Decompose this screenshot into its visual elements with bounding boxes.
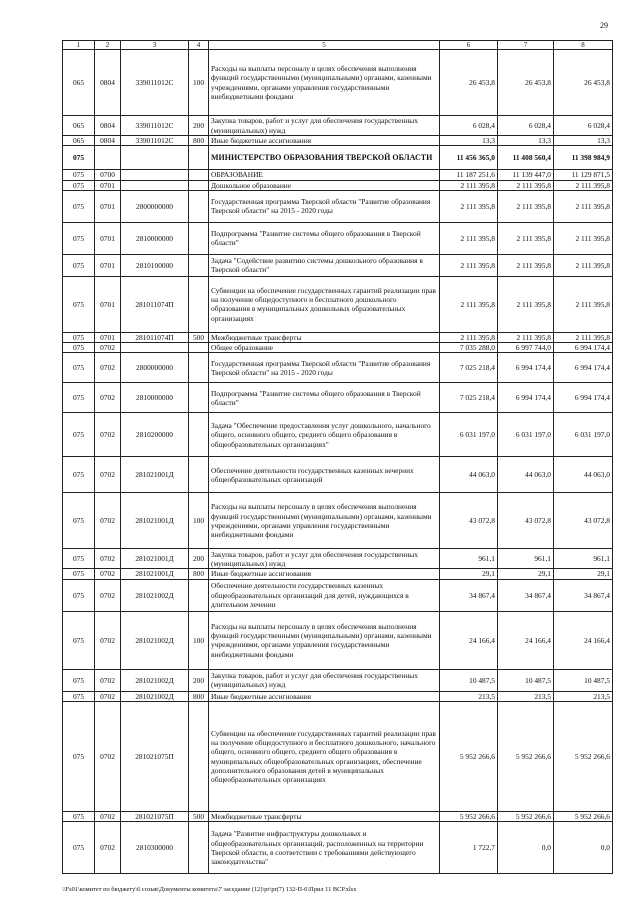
section-code: 0702 (95, 611, 121, 669)
amount-col7: 961,1 (498, 549, 554, 569)
ministry-code: 075 (63, 702, 95, 812)
expense-type-code: 800 (189, 569, 209, 579)
item-name: Обеспечение деятельности государственных казенных вечерних общеобразовательных организаций (209, 457, 440, 493)
amount-col6: 2 111 395,8 (440, 276, 498, 332)
amount-col7: 10 487,5 (498, 669, 554, 691)
target-article-code: 2810000000 (121, 222, 189, 254)
amount-col8: 11 129 871,5 (554, 170, 613, 180)
expense-type-code: 500 (189, 812, 209, 822)
section-code: 0701 (95, 276, 121, 332)
budget-table-body (63, 41, 613, 874)
amount-col6: 213,5 (440, 691, 498, 701)
section-code: 0702 (95, 812, 121, 822)
amount-col6: 7 025 218,4 (440, 353, 498, 383)
ministry-code: 075 (63, 222, 95, 254)
file-path-footer: \\Fs01\комитет по бюджету\6 созыв\Документы комитета\7 заседание (12)\pr\pr(7) 132-П-6\Прил 11 ВСР.xlsx (62, 886, 357, 893)
amount-col8: 26 453,8 (554, 50, 613, 116)
amount-col6: 34 867,4 (440, 579, 498, 611)
amount-col8: 44 063,0 (554, 457, 613, 493)
table-row (63, 254, 613, 276)
amount-col8: 2 111 395,8 (554, 332, 613, 342)
amount-col7: 6 031 197,0 (498, 413, 554, 457)
item-name: МИНИСТЕРСТВО ОБРАЗОВАНИЯ ТВЕРСКОЙ ОБЛАСТИ (209, 146, 440, 170)
amount-col6: 5 952 266,6 (440, 702, 498, 812)
amount-col7: 5 952 266,6 (498, 702, 554, 812)
amount-col8: 11 398 984,9 (554, 146, 613, 170)
expense-type-code (189, 413, 209, 457)
target-article-code: 2810000000 (121, 383, 189, 413)
ministry-code: 065 (63, 50, 95, 116)
amount-col7: 2 111 395,8 (498, 190, 554, 222)
ministry-code: 075 (63, 190, 95, 222)
target-article-code (121, 146, 189, 170)
section-code: 0701 (95, 254, 121, 276)
expense-type-code: 800 (189, 136, 209, 146)
target-article-code: 281021075П (121, 702, 189, 812)
amount-col8: 6 994 174,4 (554, 353, 613, 383)
expense-type-code: 800 (189, 691, 209, 701)
header-cell: 7 (498, 41, 554, 50)
ministry-code: 065 (63, 136, 95, 146)
target-article-code: 339011012С (121, 116, 189, 136)
target-article-code: 2810200000 (121, 413, 189, 457)
section-code: 0702 (95, 413, 121, 457)
ministry-code: 075 (63, 180, 95, 190)
ministry-code: 075 (63, 611, 95, 669)
amount-col6: 7 025 218,4 (440, 383, 498, 413)
item-name: Иные бюджетные ассигнования (209, 569, 440, 579)
amount-col8: 6 031 197,0 (554, 413, 613, 457)
amount-col7: 6 028,4 (498, 116, 554, 136)
table-row (63, 549, 613, 569)
target-article-code: 339011012С (121, 136, 189, 146)
table-row (63, 702, 613, 812)
header-cell: 4 (189, 41, 209, 50)
amount-col6: 13,3 (440, 136, 498, 146)
target-article-code: 281021002Д (121, 691, 189, 701)
target-article-code: 281021002Д (121, 611, 189, 669)
table-row (63, 50, 613, 116)
amount-col8: 34 867,4 (554, 579, 613, 611)
header-cell: 2 (95, 41, 121, 50)
amount-col7: 43 072,8 (498, 493, 554, 549)
amount-col7: 6 997 744,0 (498, 343, 554, 353)
section-code: 0702 (95, 549, 121, 569)
amount-col7: 44 063,0 (498, 457, 554, 493)
item-name: Подпрограмма "Развитие системы общего образования в Тверской области" (209, 222, 440, 254)
section-code (95, 146, 121, 170)
item-name: Дошкольное образование (209, 180, 440, 190)
target-article-code: 281021002Д (121, 669, 189, 691)
amount-col6: 24 166,4 (440, 611, 498, 669)
amount-col6: 11 187 251,6 (440, 170, 498, 180)
header-cell: 1 (63, 41, 95, 50)
amount-col7: 6 994 174,4 (498, 383, 554, 413)
ministry-code: 075 (63, 413, 95, 457)
amount-col8: 5 952 266,6 (554, 812, 613, 822)
ministry-code: 075 (63, 669, 95, 691)
expense-type-code: 100 (189, 50, 209, 116)
table-row (63, 136, 613, 146)
table-row (63, 822, 613, 874)
item-name: Закупка товаров, работ и услуг для обеспечения государственных (муниципальных) нужд (209, 116, 440, 136)
section-code: 0702 (95, 569, 121, 579)
amount-col6: 2 111 395,8 (440, 222, 498, 254)
header-cell: 8 (554, 41, 613, 50)
amount-col7: 2 111 395,8 (498, 180, 554, 190)
header-cell: 6 (440, 41, 498, 50)
expense-type-code (189, 457, 209, 493)
expense-type-code: 500 (189, 332, 209, 342)
header-cell: 3 (121, 41, 189, 50)
amount-col8: 2 111 395,8 (554, 276, 613, 332)
expense-type-code (189, 170, 209, 180)
target-article-code: 2810100000 (121, 254, 189, 276)
table-row (63, 353, 613, 383)
table-row (63, 383, 613, 413)
item-name: Задача "Развитие инфраструктуры дошкольных и общеобразовательных организаций, расположенных на территории Тверской области, в соответствии с требованиями действующего законодательства" (209, 822, 440, 874)
item-name: Межбюджетные трансферты (209, 812, 440, 822)
amount-col8: 2 111 395,8 (554, 222, 613, 254)
amount-col8: 6 994 174,4 (554, 343, 613, 353)
item-name: Общее образование (209, 343, 440, 353)
item-name: ОБРАЗОВАНИЕ (209, 170, 440, 180)
ministry-code: 075 (63, 146, 95, 170)
table-row (63, 812, 613, 822)
expense-type-code (189, 254, 209, 276)
amount-col6: 961,1 (440, 549, 498, 569)
expense-type-code (189, 579, 209, 611)
amount-col8: 10 487,5 (554, 669, 613, 691)
amount-col8: 6 994 174,4 (554, 383, 613, 413)
ministry-code: 075 (63, 276, 95, 332)
expense-type-code: 200 (189, 669, 209, 691)
table-row (63, 669, 613, 691)
table-row (63, 332, 613, 342)
amount-col8: 13,3 (554, 136, 613, 146)
amount-col8: 2 111 395,8 (554, 190, 613, 222)
target-article-code: 2800000000 (121, 353, 189, 383)
table-row (63, 222, 613, 254)
section-code: 0702 (95, 691, 121, 701)
target-article-code: 281021001Д (121, 549, 189, 569)
section-code: 0701 (95, 190, 121, 222)
table-row (63, 691, 613, 701)
ministry-code: 075 (63, 170, 95, 180)
amount-col7: 11 408 560,4 (498, 146, 554, 170)
amount-col6: 2 111 395,8 (440, 180, 498, 190)
section-code: 0700 (95, 170, 121, 180)
target-article-code: 2810300000 (121, 822, 189, 874)
section-code: 0702 (95, 493, 121, 549)
item-name: Иные бюджетные ассигнования (209, 136, 440, 146)
section-code: 0701 (95, 180, 121, 190)
section-code: 0702 (95, 343, 121, 353)
amount-col6: 2 111 395,8 (440, 332, 498, 342)
section-code: 0702 (95, 457, 121, 493)
amount-col6: 26 453,8 (440, 50, 498, 116)
expense-type-code: 200 (189, 549, 209, 569)
item-name: Задача "Содействие развитию системы дошкольного образования в Тверской области" (209, 254, 440, 276)
item-name: Обеспечение деятельности государственных казенных общеобразовательных организаций для детей, нуждающихся в длительном лечении (209, 579, 440, 611)
item-name: Субвенции на обеспечение государственных гарантий реализации прав на получение общедоступного и бесплатного дошкольного образования в муниципальных дошкольных образовательных организациях (209, 276, 440, 332)
table-row (63, 413, 613, 457)
header-row (63, 41, 613, 50)
target-article-code: 281021075П (121, 812, 189, 822)
target-article-code: 339011012С (121, 50, 189, 116)
item-name: Межбюджетные трансферты (209, 332, 440, 342)
target-article-code: 281021001Д (121, 457, 189, 493)
section-code: 0702 (95, 822, 121, 874)
expense-type-code: 200 (189, 116, 209, 136)
section-code: 0701 (95, 222, 121, 254)
table-row (63, 146, 613, 170)
ministry-code: 075 (63, 549, 95, 569)
expense-type-code: 100 (189, 493, 209, 549)
amount-col6: 29,1 (440, 569, 498, 579)
amount-col7: 0,0 (498, 822, 554, 874)
item-name: Расходы на выплаты персоналу в целях обеспечения выполнения функций государственными (муниципальными) органами, казенными учреждениями, органами управления государственными внебюджетными фондами (209, 493, 440, 549)
item-name: Расходы на выплаты персоналу в целях обеспечения выполнения функций государственными (муниципальными) органами, казенными учреждениями, органами управления государственными внебюджетными фондами (209, 50, 440, 116)
amount-col6: 6 028,4 (440, 116, 498, 136)
expense-type-code (189, 180, 209, 190)
amount-col8: 29,1 (554, 569, 613, 579)
item-name: Иные бюджетные ассигнования (209, 691, 440, 701)
ministry-code: 065 (63, 116, 95, 136)
amount-col6: 1 722,7 (440, 822, 498, 874)
amount-col6: 2 111 395,8 (440, 190, 498, 222)
item-name: Подпрограмма "Развитие системы общего образования в Тверской области" (209, 383, 440, 413)
amount-col8: 0,0 (554, 822, 613, 874)
amount-col6: 5 952 266,6 (440, 812, 498, 822)
ministry-code: 075 (63, 343, 95, 353)
amount-col7: 2 111 395,8 (498, 276, 554, 332)
ministry-code: 075 (63, 332, 95, 342)
table-row (63, 579, 613, 611)
section-code: 0702 (95, 669, 121, 691)
target-article-code (121, 170, 189, 180)
amount-col8: 6 028,4 (554, 116, 613, 136)
ministry-code: 075 (63, 691, 95, 701)
amount-col8: 961,1 (554, 549, 613, 569)
ministry-code: 075 (63, 254, 95, 276)
section-code: 0702 (95, 353, 121, 383)
amount-col7: 13,3 (498, 136, 554, 146)
ministry-code: 075 (63, 822, 95, 874)
amount-col8: 2 111 395,8 (554, 254, 613, 276)
expense-type-code (189, 343, 209, 353)
ministry-code: 075 (63, 493, 95, 549)
ministry-code: 075 (63, 353, 95, 383)
amount-col7: 34 867,4 (498, 579, 554, 611)
section-code: 0804 (95, 136, 121, 146)
item-name: Закупка товаров, работ и услуг для обеспечения государственных (муниципальных) нужд (209, 669, 440, 691)
amount-col7: 26 453,8 (498, 50, 554, 116)
table-row (63, 343, 613, 353)
amount-col6: 10 487,5 (440, 669, 498, 691)
ministry-code: 075 (63, 569, 95, 579)
table-row (63, 569, 613, 579)
target-article-code: 281021001Д (121, 493, 189, 549)
expense-type-code (189, 822, 209, 874)
amount-col8: 213,5 (554, 691, 613, 701)
amount-col8: 5 952 266,6 (554, 702, 613, 812)
target-article-code: 281011074П (121, 332, 189, 342)
table-row (63, 276, 613, 332)
amount-col6: 7 035 288,0 (440, 343, 498, 353)
target-article-code: 281021001Д (121, 569, 189, 579)
amount-col7: 2 111 395,8 (498, 254, 554, 276)
expense-type-code (189, 383, 209, 413)
amount-col7: 5 952 266,6 (498, 812, 554, 822)
section-code: 0804 (95, 50, 121, 116)
amount-col8: 43 072,8 (554, 493, 613, 549)
ministry-code: 075 (63, 457, 95, 493)
item-name: Государственная программа Тверской области "Развитие образования Тверской области" на 2015 - 2020 годы (209, 353, 440, 383)
budget-table (62, 40, 613, 874)
expense-type-code (189, 276, 209, 332)
item-name: Субвенции на обеспечение государственных гарантий реализации прав на получение общедоступного и бесплатного дошкольного, начального общего, основного общего, среднего общего образования в муниципальных общеобразовательных организациях, обеспечение дополнительного образования детей в муниципальных общеобразовательных организациях (209, 702, 440, 812)
item-name: Закупка товаров, работ и услуг для обеспечения государственных (муниципальных) нужд (209, 549, 440, 569)
target-article-code (121, 343, 189, 353)
expense-type-code (189, 702, 209, 812)
expense-type-code (189, 190, 209, 222)
target-article-code: 281011074П (121, 276, 189, 332)
item-name: Расходы на выплаты персоналу в целях обеспечения выполнения функций государственными (муниципальными) органами, казенными учреждениями, органами управления государственными внебюджетными фондами (209, 611, 440, 669)
target-article-code: 2800000000 (121, 190, 189, 222)
amount-col7: 11 139 447,0 (498, 170, 554, 180)
table-row (63, 116, 613, 136)
amount-col6: 11 456 365,0 (440, 146, 498, 170)
ministry-code: 075 (63, 383, 95, 413)
table-row (63, 611, 613, 669)
amount-col7: 213,5 (498, 691, 554, 701)
target-article-code: 281021002Д (121, 579, 189, 611)
amount-col8: 24 166,4 (554, 611, 613, 669)
table-row (63, 180, 613, 190)
amount-col7: 6 994 174,4 (498, 353, 554, 383)
amount-col7: 2 111 395,8 (498, 222, 554, 254)
amount-col7: 24 166,4 (498, 611, 554, 669)
amount-col8: 2 111 395,8 (554, 180, 613, 190)
expense-type-code: 100 (189, 611, 209, 669)
table-row (63, 493, 613, 549)
amount-col7: 29,1 (498, 569, 554, 579)
section-code: 0804 (95, 116, 121, 136)
amount-col6: 6 031 197,0 (440, 413, 498, 457)
item-name: Задача "Обеспечение предоставления услуг дошкольного, начального общего, основного общего, среднего общего образования в общеобразовательных организациях" (209, 413, 440, 457)
amount-col6: 2 111 395,8 (440, 254, 498, 276)
expense-type-code (189, 146, 209, 170)
expense-type-code (189, 222, 209, 254)
table-row (63, 170, 613, 180)
amount-col7: 2 111 395,8 (498, 332, 554, 342)
section-code: 0702 (95, 702, 121, 812)
table-row (63, 457, 613, 493)
ministry-code: 075 (63, 579, 95, 611)
target-article-code (121, 180, 189, 190)
section-code: 0702 (95, 579, 121, 611)
section-code: 0702 (95, 383, 121, 413)
ministry-code: 075 (63, 812, 95, 822)
table-row (63, 190, 613, 222)
amount-col6: 44 063,0 (440, 457, 498, 493)
expense-type-code (189, 353, 209, 383)
header-cell: 5 (209, 41, 440, 50)
section-code: 0701 (95, 332, 121, 342)
page-number: 29 (600, 21, 608, 30)
amount-col6: 43 072,8 (440, 493, 498, 549)
item-name: Государственная программа Тверской области "Развитие образования Тверской области" на 2015 - 2020 годы (209, 190, 440, 222)
